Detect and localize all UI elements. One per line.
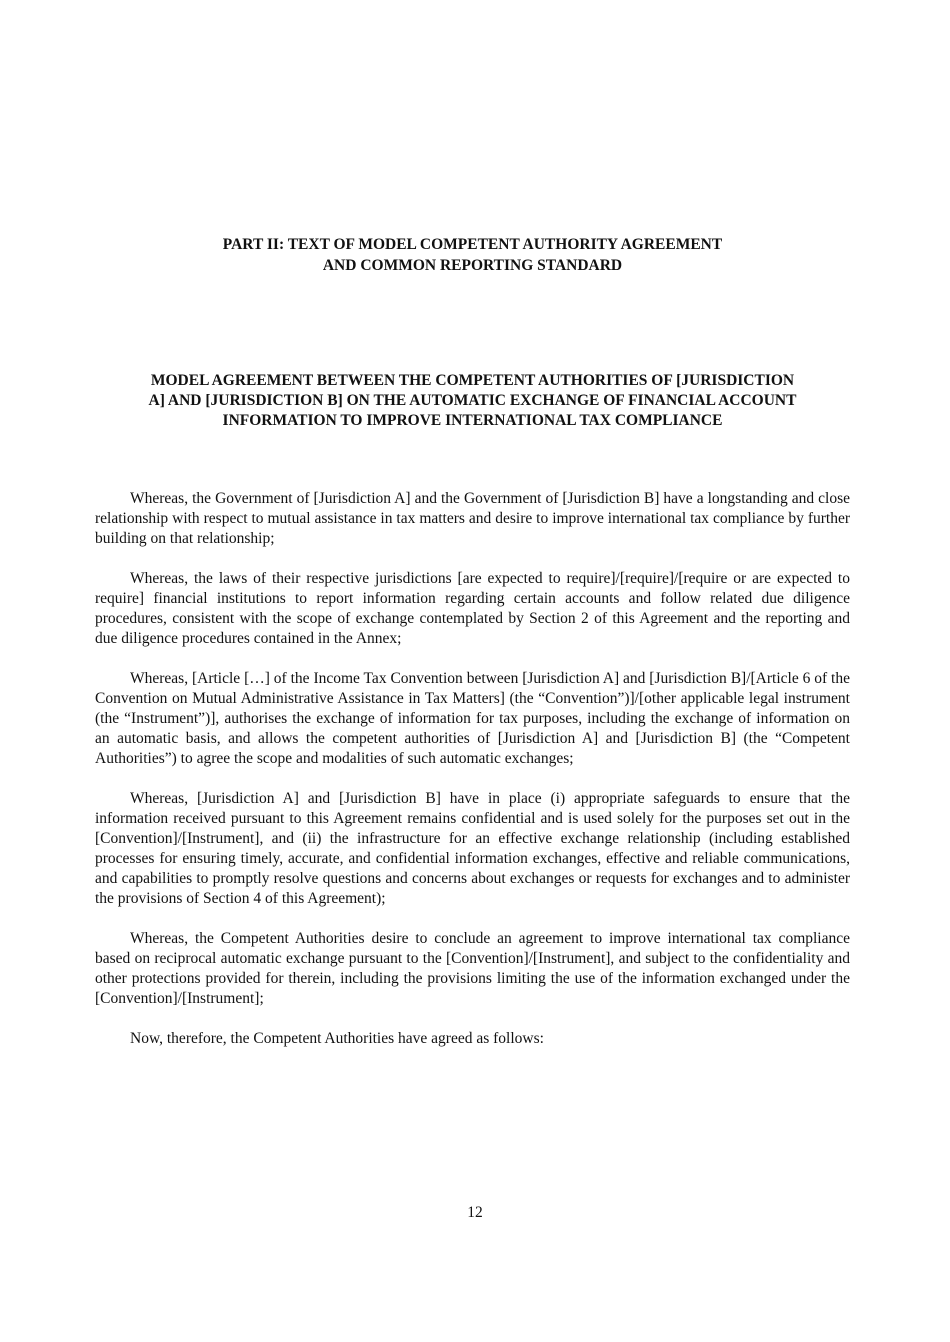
preamble-paragraph-1: Whereas, the Government of [Jurisdiction A] and the Government of [Jurisdiction B] have a longstanding and close relationship with respect to mutual assistance in tax matters and desire to improve international tax compliance by further building on that relationship; xyxy=(95,490,850,547)
preamble-conclusion: Now, therefore, the Competent Authorities have agreed as follows: xyxy=(130,1030,544,1047)
preamble-paragraph-4: Whereas, [Jurisdiction A] and [Jurisdiction B] have in place (i) appropriate safeguards to ensure that the information received pursuant to this Agreement remains confidential and is used solely for the purposes set out in the [Convention]/[Instrument], and (ii) the infrastructure for an effective exchange relationship (including established processes for ensuring timely, accurate, and confidential information exchanges, effective and reliable communications, and capabilities to promptly resolve questions and concerns about exchanges or requests for exchanges and to administer the provisions of Section 4 of this Agreement); xyxy=(95,790,850,907)
preamble-paragraph-2: Whereas, the laws of their respective jurisdictions [are expected to require]/[require]/[require or are expected to require] financial institutions to report information regarding certain accounts and follow related due diligence procedures, consistent with the scope of exchange contemplated by Section 2 of this Agreement and the reporting and due diligence procedures contained in the Annex; xyxy=(95,570,850,647)
model-title-line-3: INFORMATION TO IMPROVE INTERNATIONAL TAX COMPLIANCE xyxy=(222,412,723,429)
part-title-line-1: PART II: TEXT OF MODEL COMPETENT AUTHORITY AGREEMENT xyxy=(222,236,723,253)
part-title xyxy=(95,234,850,276)
preamble-paragraph-3: Whereas, [Article […] of the Income Tax Convention between [Jurisdiction A] and [Jurisdiction B]/[Article 6 of the Convention on Mutual Administrative Assistance in Tax Matters] (the “Convention”)]/[other applicable legal instrument (the “Instrument”)], authorises the exchange of information for tax purposes, including the exchange of information on an automatic basis, and allows the competent authorities of [Jurisdiction A] and [Jurisdiction B] (the “Competent Authorities”) to agree the scope and modalities of such automatic exchanges; xyxy=(95,670,850,767)
model-agreement-title xyxy=(95,371,850,431)
model-title-line-1: MODEL AGREEMENT BETWEEN THE COMPETENT AUTHORITIES OF [JURISDICTION xyxy=(150,372,795,389)
page-number: 12 xyxy=(467,1204,483,1221)
part-title-line-2: AND COMMON REPORTING STANDARD xyxy=(322,257,623,274)
preamble-paragraph-5: Whereas, the Competent Authorities desire to conclude an agreement to improve international tax compliance based on reciprocal automatic exchange pursuant to the [Convention]/[Instrument], and subject to the confidentiality and other protections provided for therein, including the provisions limiting the use of the information exchanged under the [Convention]/[Instrument]; xyxy=(95,930,850,1007)
agreement-preamble xyxy=(95,489,850,1069)
model-title-line-2: A] AND [JURISDICTION B] ON THE AUTOMATIC EXCHANGE OF FINANCIAL ACCOUNT xyxy=(148,392,797,409)
